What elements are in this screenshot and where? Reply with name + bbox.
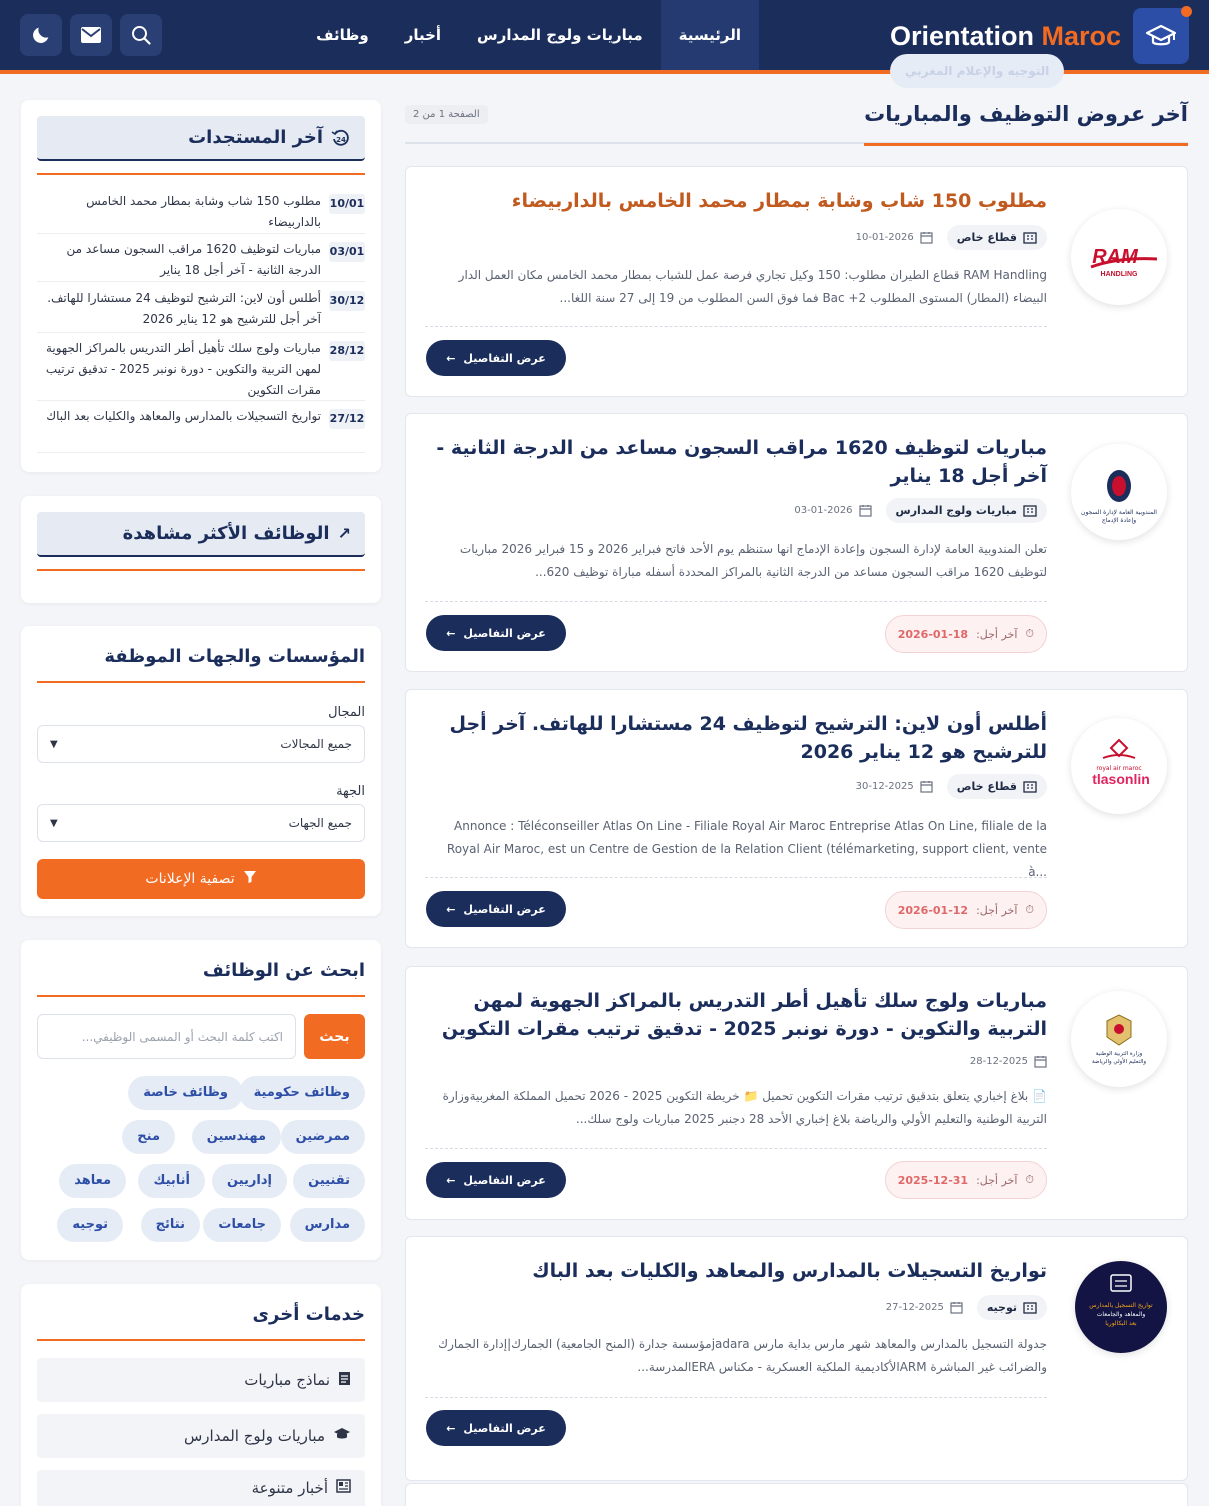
details-button[interactable]: عرض التفاصيل ←: [426, 1162, 566, 1198]
service-misc-news[interactable]: أخبار متنوعة: [37, 1470, 365, 1506]
job-card: [405, 166, 1188, 397]
tag-institutes[interactable]: معاهد: [59, 1164, 126, 1198]
details-button[interactable]: عرض التفاصيل ←: [426, 891, 566, 927]
svg-text:والتعليم الأولي والرياضة: والتعليم الأولي والرياضة: [1091, 1059, 1147, 1065]
graduation-cap-icon: [333, 1427, 351, 1445]
tag-anapec[interactable]: أنابيك: [138, 1164, 205, 1198]
timer-icon: ⏱: [1025, 903, 1034, 916]
category-chip[interactable]: قطاع خاص: [947, 774, 1047, 799]
job-card: [405, 413, 1188, 672]
latest-widget: [21, 100, 381, 472]
post-date: 27-12-2025: [886, 1301, 963, 1314]
job-title[interactable]: مباريات ولوج سلك تأهيل أطر التدريس بالمراكز الجهوية لمهن التربية والتكوين - دورة نونبر 2025 - تدقيق ترتيب مقرات التكوين: [441, 990, 1047, 1040]
latest-item[interactable]: 10/01 مطلوب 150 شاب وشابة بمطار محمد الخامس بالداربيضاء: [37, 188, 365, 234]
card-divider: [425, 326, 1047, 327]
nav-news[interactable]: أخبار: [404, 26, 442, 44]
mail-icon[interactable]: [70, 14, 112, 56]
tag-orientation[interactable]: توجيه: [57, 1208, 123, 1242]
svg-text:tlasonlin: tlasonlin: [1092, 771, 1150, 787]
field-label: المجال: [328, 705, 365, 720]
post-date: 30-12-2025: [856, 780, 933, 793]
nav-school-exams[interactable]: مباريات ولوج المدارس: [477, 26, 643, 44]
royal-air-maroc-logo: [1071, 718, 1167, 814]
company-logo: [1071, 209, 1167, 305]
details-button[interactable]: عرض التفاصيل ←: [426, 340, 566, 376]
job-title[interactable]: تواريخ التسجيلات بالمدارس والمعاهد والكليات بعد الباك: [532, 1260, 1047, 1282]
job-card: [405, 966, 1188, 1220]
building-icon: [1023, 505, 1037, 517]
company-logo: [1071, 991, 1167, 1087]
most-viewed-header[interactable]: ↗ الوظائف الأكثر مشاهدة: [37, 512, 365, 557]
card-divider: [425, 1148, 1047, 1149]
section-title: آخر عروض التوظيف والمباريات: [864, 102, 1188, 146]
calendar-icon: [920, 231, 933, 244]
services-widget: [21, 1284, 381, 1506]
tag-schools[interactable]: مدارس: [290, 1208, 365, 1242]
card-divider: [425, 877, 1047, 878]
moon-icon[interactable]: [20, 14, 62, 56]
brand-tagline: التوجيه والإعلام المغربي: [890, 54, 1064, 88]
ram-handling-logo: [1071, 209, 1167, 305]
arrow-left-icon: ←: [446, 351, 456, 365]
job-title[interactable]: مباريات لتوظيف 1620 مراقب السجون مساعد من الدرجة الثانية - آخر أجل 18 يناير: [436, 437, 1047, 487]
trend-arrow-icon: ↗: [337, 524, 351, 543]
notification-dot: [1181, 6, 1192, 17]
tag-results[interactable]: نتائج: [141, 1208, 200, 1242]
job-title[interactable]: أطلس أون لاين: الترشيح لتوظيف 24 مستشارا للهاتف. آخر أجل للترشيح هو 12 يناير 2026: [449, 713, 1047, 763]
svg-text:royal air maroc: royal air maroc: [1096, 765, 1142, 772]
category-chip[interactable]: قطاع خاص: [947, 225, 1047, 250]
deadline-badge: ⏱ آخر أجل: 2026-01-18: [885, 615, 1047, 653]
section-header: [405, 100, 1188, 144]
job-card: [405, 689, 1188, 948]
card-divider: [425, 1397, 1047, 1398]
svg-text:تواريخ التسجيل بالمدارس: تواريخ التسجيل بالمدارس: [1089, 1302, 1153, 1309]
service-school-exams[interactable]: مباريات ولوج المدارس: [37, 1414, 365, 1458]
svg-text:وزارة التربية الوطنية: وزارة التربية الوطنية: [1095, 1051, 1143, 1057]
tag-nurses[interactable]: ممرضين: [281, 1120, 365, 1154]
prison-administration-logo: [1071, 444, 1167, 540]
svg-text:وإعادة الإدماج: وإعادة الإدماج: [1101, 517, 1137, 524]
tag-universities[interactable]: جامعات: [203, 1208, 281, 1242]
filter-button[interactable]: تصفية الإعلانات: [37, 859, 365, 899]
chevron-down-icon: ▼: [50, 738, 58, 750]
details-button[interactable]: عرض التفاصيل ←: [426, 1410, 566, 1446]
post-date: 03-01-2026: [794, 504, 871, 517]
services-title: خدمات أخرى: [37, 1304, 365, 1341]
company-logo: [1075, 1261, 1167, 1353]
ministry-education-logo: [1071, 991, 1167, 1087]
search-button[interactable]: بحث: [304, 1014, 365, 1059]
job-excerpt: Annonce : Téléconseiller Atlas On Line - Filiale Royal Air Maroc Entreprise Atlas On Line, filiale de la Royal Air Maroc, est un Centre de Gestion de la Relation Client (télémarketing, support client, vente à...: [446, 819, 1047, 879]
tag-private-jobs[interactable]: وظائف خاصة: [128, 1076, 243, 1110]
field-select[interactable]: جميع المجالات ▼: [37, 725, 365, 763]
history-24-icon: [331, 128, 351, 148]
company-logo: [1071, 444, 1167, 540]
job-excerpt: تعلن المندوبية العامة لإدارة السجون وإعادة الإدماج انها ستنظم يوم الأحد فاتح فبراير 2026 و 15 فبراير 2026 مباريات لتوظيف 1620 مراقب السجون مساعد من الدرجة الثانية بالمراكز المحددة أسفله مباراة توظيف 620...: [459, 542, 1047, 579]
newspaper-icon: [336, 1479, 351, 1497]
most-viewed-widget: [21, 496, 381, 603]
tag-grants[interactable]: منح: [122, 1120, 175, 1154]
calendar-icon: [859, 504, 872, 517]
job-card: [405, 1236, 1188, 1481]
institutions-title: المؤسسات والجهات الموظفة: [37, 646, 365, 683]
header-underline: [37, 173, 365, 175]
arrow-left-icon: ←: [446, 626, 456, 640]
svg-text:المندوبية العامة لإدارة السجون: المندوبية العامة لإدارة السجون: [1081, 509, 1157, 516]
post-date: 28-12-2025: [970, 1055, 1047, 1068]
job-excerpt: 📄 بلاغ إخباري يتعلق بتدقيق ترتيب مقرات التكوين تحميل 📁 خريطة التكوين 2025 - 2026 تحميل المملكة المغربيةوزارة التربية الوطنية والتعليم الأولي والرياضة بلاغ إخباري الأحد 28 دجنبر 2025 مباريات ولوج سلك...: [442, 1089, 1047, 1126]
tag-technicians[interactable]: تقنيين: [293, 1164, 365, 1198]
timer-icon: ⏱: [1025, 1173, 1034, 1186]
building-icon: [1023, 1302, 1037, 1314]
calendar-icon: [1034, 1055, 1047, 1068]
card-divider: [425, 601, 1047, 602]
arrow-left-icon: ←: [446, 1421, 456, 1435]
institutions-widget: [21, 626, 381, 916]
latest-item[interactable]: 27/12 تواريخ التسجيلات بالمدارس والمعاهد والكليات بعد الباك: [37, 403, 365, 453]
calendar-icon: [920, 780, 933, 793]
svg-text:HANDLING: HANDLING: [1100, 271, 1138, 278]
brand-name: Orientation Maroc: [889, 21, 1121, 51]
deadline-badge: ⏱ آخر أجل: 2026-01-12: [885, 891, 1047, 929]
building-icon: [1023, 232, 1037, 244]
svg-text:والمعاهد والجامعات: والمعاهد والجامعات: [1096, 1311, 1146, 1318]
latest-header: 24 آخر المستجدات: [37, 116, 365, 161]
arrow-left-icon: ←: [446, 1173, 456, 1187]
chevron-down-icon: ▼: [50, 817, 58, 829]
latest-item[interactable]: 03/01 مباريات لتوظيف 1620 مراقب السجون مساعد من الدرجة الثانية - آخر أجل 18 يناير: [37, 236, 365, 282]
category-chip[interactable]: توجيه: [977, 1295, 1047, 1320]
job-excerpt: RAM Handling قطاع الطيران مطلوب: 150 وكيل تجاري فرصة عمل للشباب بمطار محمد الخامس مكان العمل الدار البيضاء (المطار) المستوى المطلوب Bac +2 فما فوق السن المطلوب من 19 إلى 27 سنة اللغا...: [458, 268, 1047, 305]
latest-item[interactable]: 28/12 مباريات ولوج سلك تأهيل أطر التدريس بالمراكز الجهوية لمهن التربية والتكوين - دورة نونبر 2025 - تدقيق ترتيب مقرات التكوين: [37, 335, 365, 401]
tag-gov-jobs[interactable]: وظائف حكومية: [239, 1076, 365, 1110]
graduation-cap-icon: [1133, 8, 1189, 64]
search-icon[interactable]: [120, 14, 162, 56]
building-icon: [1023, 781, 1037, 793]
svg-text:RAM: RAM: [1092, 246, 1138, 268]
search-title: ابحث عن الوظائف: [37, 960, 365, 997]
job-card-partial: [405, 1483, 1188, 1506]
arrow-left-icon: ←: [446, 902, 456, 916]
calendar-icon: [950, 1301, 963, 1314]
search-widget: [21, 940, 381, 1260]
header-tools: [20, 14, 162, 56]
post-date: 10-01-2026: [856, 231, 933, 244]
service-exam-models[interactable]: نماذج مباريات: [37, 1358, 365, 1402]
latest-item[interactable]: 30/12 أطلس أون لاين: الترشيح لتوظيف 24 مستشارا للهاتف. آخر أجل للترشيح هو 12 يناير 2026: [37, 285, 365, 333]
site-header: [0, 0, 1209, 78]
job-title[interactable]: مطلوب 150 شاب وشابة بمطار محمد الخامس بالداربيضاء: [511, 190, 1047, 212]
nav-home[interactable]: الرئيسية: [661, 0, 759, 70]
details-button[interactable]: عرض التفاصيل ←: [426, 615, 566, 651]
company-logo: [1071, 718, 1167, 814]
registration-dates-logo: [1075, 1261, 1167, 1353]
tag-engineers[interactable]: مهندسين: [192, 1120, 281, 1154]
main-content: [405, 100, 1188, 1435]
deadline-badge: ⏱ آخر أجل: 2025-12-31: [885, 1161, 1047, 1199]
document-icon: [338, 1371, 351, 1390]
search-input[interactable]: اكتب كلمة البحث أو المسمى الوظيفي...: [37, 1014, 296, 1059]
brand[interactable]: [889, 8, 1189, 78]
entity-label: الجهة: [336, 784, 365, 799]
tag-administrators[interactable]: إداريين: [212, 1164, 287, 1198]
entity-select[interactable]: جميع الجهات ▼: [37, 804, 365, 842]
header-underline: [37, 569, 365, 571]
timer-icon: ⏱: [1025, 627, 1034, 640]
category-chip[interactable]: مباريات ولوج المدارس: [886, 498, 1047, 523]
filter-icon: [243, 870, 257, 888]
svg-text:بعد البكالوريا: بعد البكالوريا: [1105, 1320, 1137, 1327]
svg-text:24: 24: [336, 135, 346, 144]
page-info: الصفحة 1 من 2: [405, 105, 488, 124]
nav-jobs[interactable]: وظائف: [316, 26, 369, 44]
main-nav: [298, 0, 759, 70]
job-excerpt: جدولة التسجيل بالمدارس والمعاهد شهر مارس بداية مارس jadaraمؤسسة جدارة (المنح الجامعية) الجمارك|إدارة الجمارك والضرائب غير المباشرة ARMالأكاديمية الملكية العسكرية - مكناس ERAالمدرسة...: [438, 1337, 1047, 1374]
